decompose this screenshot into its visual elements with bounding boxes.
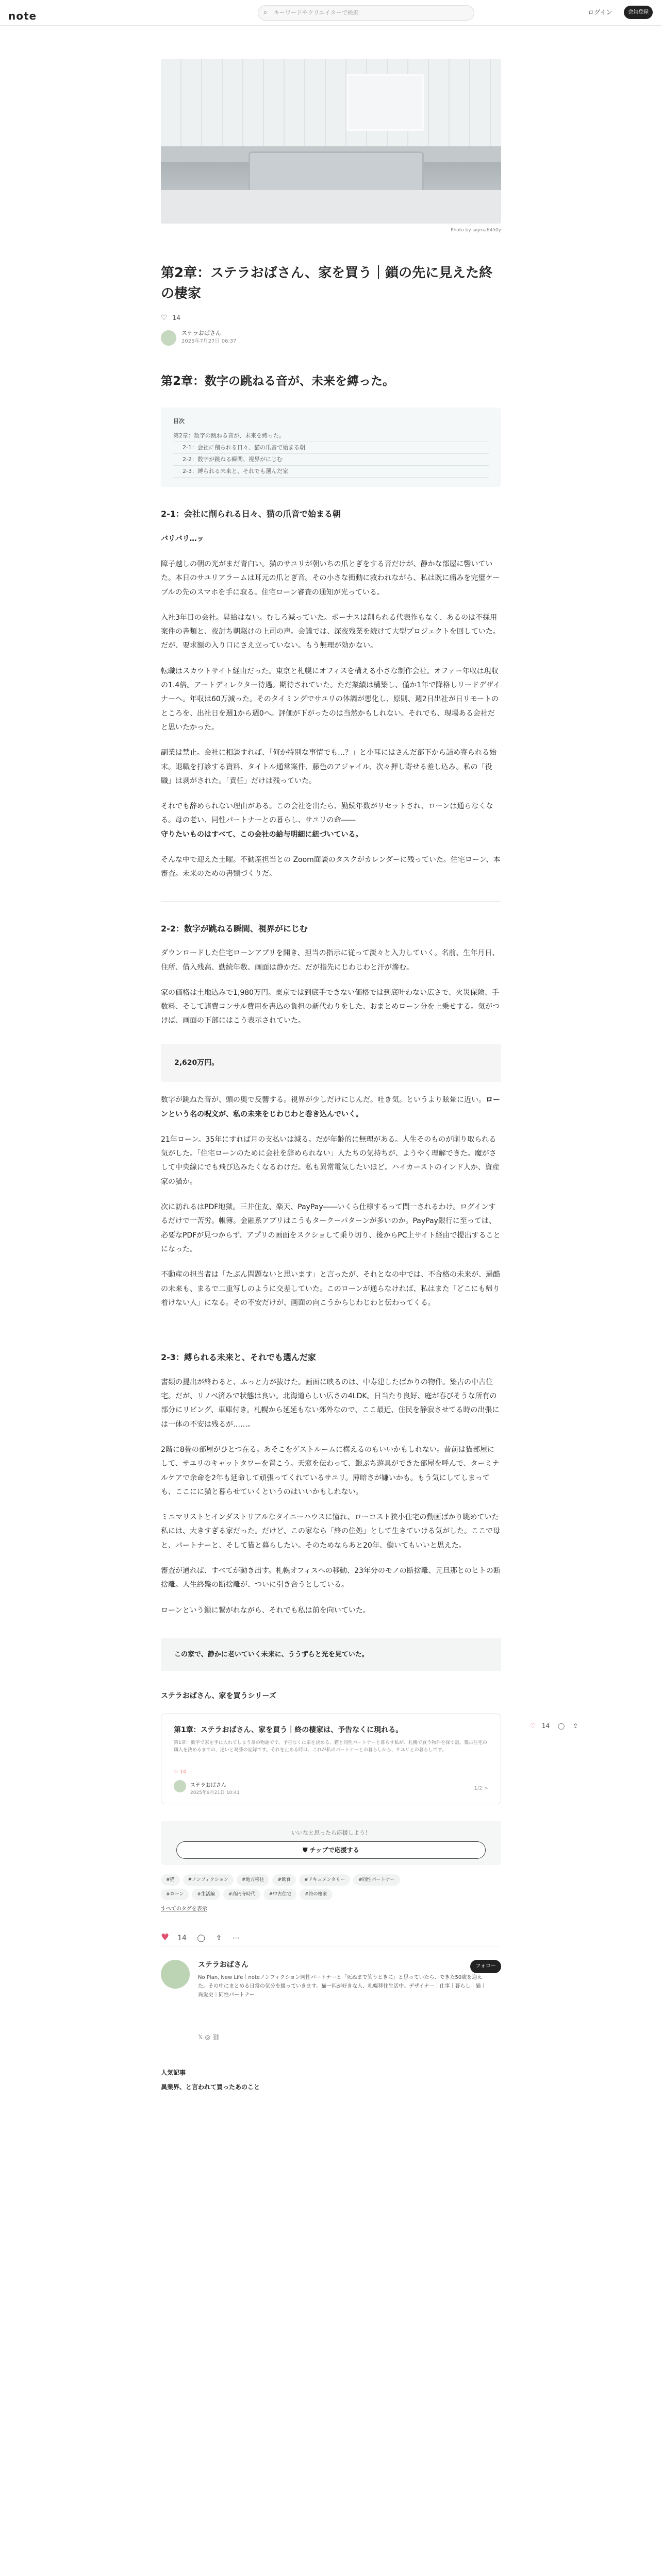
more-icon[interactable]: ⋯ — [232, 1934, 240, 1942]
author-name[interactable]: ステラおばさん — [181, 329, 221, 336]
tip-icon: ⛊ — [303, 1846, 310, 1854]
card-author[interactable]: ステラおばさん — [190, 1782, 226, 1788]
tag[interactable]: #ノンフィクション — [183, 1874, 234, 1886]
closing-callout: この家で、静かに老いていく未来に、ううずらと光を見ていた。 — [161, 1638, 501, 1671]
action-bar — [161, 1931, 501, 1946]
series-label[interactable]: ステラおばさん、家を買うシリーズ — [161, 1692, 276, 1701]
tag-list — [161, 1874, 419, 1900]
card-date: 2025年9月21日 10:41 — [190, 1790, 240, 1795]
article-column — [161, 59, 501, 2092]
toc-item[interactable]: 2-2：数字が跳ねる瞬間、視界がにじむ — [173, 454, 489, 466]
follow-button[interactable]: フォロー — [470, 1960, 501, 1973]
paragraph: そんな中で迎えた土曜。不動産担当との Zoom面談のタスクがカレンダーに残っていた。住宅ローン、本審査。未来のための書類づくりだ。 — [161, 856, 501, 878]
tag[interactable]: #飲食 — [272, 1874, 296, 1886]
profile-social-links — [198, 2033, 220, 2041]
hero-image — [161, 59, 501, 224]
section-heading: 2-2：数字が跳ねる瞬間、視界がにじむ — [161, 923, 308, 934]
toc-item[interactable]: 2-3：縛られる未来と、それでも選んだ家 — [173, 466, 489, 478]
heart-icon[interactable]: ♡ — [161, 313, 168, 322]
note-logo[interactable]: note — [8, 10, 37, 22]
instagram-icon[interactable]: ◎ — [205, 2033, 212, 2041]
loan-amount-quote: 2,620万円。 — [161, 1044, 501, 1082]
paragraph: 転職はスカウトサイト経由だった。東京と札幌にオフィスを構える小さな制作会社。オファー年収は現収の1.4倍。アートディレクター待遇。期待されていた。ただ業績は構築し、僅か1年で降格しリードデザイナーへ。年収は60万減った。そのタイミングでサユリの体調が悪化し、原則、週2日出社が日リモートのところを、出社日を週1から週0へ。評価が下がったのは当然かもしれない。それでも、現場ある会社だと思いたかった。 — [161, 667, 501, 732]
profile-description: No Plan, New Life｜noteノンフィクション同性パートナーと「死ぬまで笑うときに」と思っていたら、できた50歳を迎えた。その中にまとめる日常の気分を綴っていきます。猫一匹が好きな人、札幌移住生活中。デザイナー｜仕事｜暮らし｜猫｜異愛史｜同性パートナー — [198, 1974, 486, 1998]
paragraph: 数字が跳ねた音が、頭の奥で反響する。視界が少しだけにじんだ。吐き気。というより眩暈に近い。ローンという名の呪文が、私の未来をじわじわと巻き込んでいく。 — [161, 1096, 500, 1118]
tag[interactable]: #高円寺時代 — [223, 1889, 261, 1900]
toc-item[interactable]: 2-1：会社に削られる日々、猫の爪音で始まる朝 — [173, 442, 489, 454]
paragraph: 次に訪れるはPDF地獄。三井住友、楽天、PayPay――いくら仕様するって問一されるわけ。ログインするだけで一苦労。帳簿。金融系アプリはこうもタークーパターンが多いのか。PayPay銀行に至っては、必要なPDFが見つからず、アプリの画面をスクショして乗り切り、後からPC上サイト経由で提出することになった。 — [161, 1203, 501, 1253]
x-icon[interactable]: 𝕏 — [198, 2033, 205, 2041]
card-title[interactable]: 第1章：ステラおばさん、家を買う｜終の棲家は、予告なくに現れる。 — [174, 1725, 403, 1734]
heart-icon[interactable]: ♡ — [530, 1722, 536, 1730]
tag[interactable]: #生活編 — [192, 1889, 220, 1900]
paragraph: 障子越しの朝の光がまだ青白い。猫のサユリが朝いちの爪とぎをする音だけが、静かな部屋に響いていた。本日のサユリアラームは耳元の爪とぎ音。その小さな衝動に救われながら、私は既に痛みを完璧ケーブルの先のスマホを手に取る。住宅ローン審査の通知が光っている。 — [161, 560, 500, 597]
show-all-tags-link[interactable]: すべてのタグを表示 — [161, 1906, 207, 1912]
tag[interactable]: #同性パートナー — [353, 1874, 400, 1886]
tag[interactable]: #ドキュメンタリー — [299, 1874, 350, 1886]
paragraph: 副業は禁止。会社に相談すれば、「何か特別な事情でも…？」と小耳にはさんだ部下から詰め寄られる始末。退職を打診する資料、タイトル通常案件、藤色のアジャイル、次々押し寄せる差し込み。私の「役職」は剥がされた。「責任」だけは残っていた。 — [161, 749, 496, 785]
section-heading: 2-1：会社に削られる日々、猫の爪音で始まる朝 — [161, 509, 341, 519]
avatar[interactable] — [161, 330, 176, 346]
comment-icon[interactable]: ◯ — [197, 1934, 206, 1942]
top-navbar — [0, 0, 662, 26]
popular-article[interactable]: 異業界、と言われて買ったあのこと — [161, 2083, 260, 2091]
floating-actions — [530, 1721, 584, 1731]
like-count: 14 — [172, 314, 180, 321]
tag[interactable]: #終の棲家 — [300, 1889, 333, 1900]
article-title: 第2章：ステラおばさん、家を買う｜鎖の先に見えた終の棲家 — [161, 265, 493, 302]
share-icon[interactable]: ⇪ — [573, 1722, 578, 1730]
series-article-card[interactable] — [161, 1714, 501, 1804]
divider — [161, 901, 501, 902]
card-excerpt: 第1章：数字で家を手に入れてしまう章の物語です。予告なくに家を決める、猫と同性パートナーと暮らす私が、札幌で買う物件を探す話。築古住宅の購入を決めるまでの、迷いと葛藤の記録です。それを止める時は、これが私のパートナーとの暮らしから、サユリとの暮らしです。 — [174, 1740, 488, 1753]
like-count: 14 — [177, 1934, 187, 1942]
author-profile — [161, 1960, 501, 2047]
toc-item[interactable]: 第2章：数字の跳ねる音が、未来を縛った。 — [173, 430, 489, 442]
profile-name[interactable]: ステラおばさん — [198, 1960, 249, 1969]
search-placeholder: キーワードやクリエイターで検索 — [274, 9, 359, 16]
tip-button[interactable]: ⛊ チップで応援する — [176, 1841, 486, 1859]
table-of-contents — [161, 408, 501, 487]
tag[interactable]: #中古住宅 — [263, 1889, 296, 1900]
comment-icon[interactable]: ◯ — [557, 1722, 565, 1730]
author-block[interactable] — [161, 329, 501, 348]
paragraph: 書類の提出が終わると、ふっと力が抜けた。画面に映るのは、中寿建したばかりの物件。築古の中古住宅。だが、リノベ済みで状態は良い。北海道らしい広さの4LDK。日当たり良好、庭が春びそうな所有の部分にリビング、車庫付き。札幌から延延もない郊外なので、ここ最近、住民を静寂させてる時の出張には一体の不安は残るが……。 — [161, 1378, 500, 1429]
like-counter[interactable] — [161, 313, 501, 323]
search-input[interactable] — [258, 5, 474, 21]
paragraph: 入社3年目の会社。昇給はない。むしろ減っていた。ボーナスは削られる代表作もなく、あるのは不採用案件の書類と、夜討ち朝駆けの上司の声。会議では、深夜残業を続けて大型プロジェクトを回していた。だが、要求額の入り口にさえ立っていない。もう無理が効かない。 — [161, 613, 500, 650]
heart-icon[interactable]: ♥ — [161, 1931, 170, 1943]
tag[interactable]: #猫 — [161, 1874, 180, 1886]
section-heading: 2-3：縛られる未来と、それでも選んだ家 — [161, 1352, 316, 1363]
paragraph: ダウンロードした住宅ローンアプリを開き、担当の指示に従って淡々と入力していく。名前、生年月日、住所、借入残高、勤続年数、画面は静かだ。だが指先にじわじわと汗が滲む。 — [161, 949, 500, 972]
chapter-heading: 第2章：数字の跳ねる音が、未来を縛った。 — [161, 374, 395, 388]
popular-label: 人気記事 — [161, 2058, 501, 2078]
login-link[interactable]: ログイン — [588, 9, 613, 16]
like-count: 14 — [541, 1722, 550, 1730]
tag[interactable]: #ローン — [161, 1889, 189, 1900]
avatar[interactable] — [161, 1960, 190, 1989]
card-pager[interactable]: 1/2 > — [474, 1785, 488, 1791]
card-likes: ♡ 10 — [174, 1769, 187, 1775]
support-box — [161, 1821, 501, 1865]
paragraph: それでも辞められない理由がある。この会社を出たら、勤続年数がリセットされ、ローンは通らなくなる。母の老い、同性パートナーとの暮らし、サユリの命―― 守りたいものはすべて、この会社の給与明細に紐づいている。 — [161, 802, 493, 839]
link-icon[interactable]: ⛓ — [212, 2033, 221, 2041]
toc-label[interactable]: 目次 — [173, 418, 185, 425]
paragraph: 21年ローン。35年にすれば月の支払いは減る。だが年齢的に無理がある。人生そのものが削り取られる気がした。「住宅ローンのために会社を辞められない」人たちの気持ちが、ようやく理解できた。魔がさして中央線にでも飛び込みたくなるわけだ。私も異常電気したいほど。ハイカーストのインド人か、資産家の猫か。 — [161, 1135, 500, 1186]
paragraph: ミニマリストとインダストリアルなタイニーハウスに憧れ、ローコスト狭小住宅の動画ばかり眺めていた私には、大きすぎる家だった。だけど、この家なら「終の住処」として生きていける気がした。ここで母と、パートナーと、そして猫と暮らしたい。そのためならあと20年、働いてもいいと思えた。 — [161, 1513, 500, 1550]
paragraph: 審査が通れば、すべてが動き出す。札幌オフィスへの移動、23年分のモノの断捨離、元旦那とのヒトの断捨離。人生終盤の断捨離が、ついに引き合うとしている。 — [161, 1567, 501, 1589]
paragraph: 不動産の担当者は「たぶん問題ないと思います」と言ったが、それとなの中では、不合格の未来が、過酷の未来も、まるで二重写しのように交差していた。このローンが通らなければ、私はまた「どこにも帰り着けない人」になる。その不安だけが、画面の向こうからじわじわと伝わってくる。 — [161, 1270, 500, 1307]
paragraph: ローンという鎖に繋がれながら、それでも私は前を向いていた。 — [161, 1606, 370, 1615]
support-text: いいなと思ったら応援しよう！ — [291, 1829, 371, 1836]
photo-credit: Photo by sigma6450y — [451, 228, 501, 233]
post-date: 2025年7月27日 06:37 — [181, 338, 237, 344]
paragraph: 家の価格は土地込みで1,980万円。東京では到底手できない価格では到底叶わない広さで、火災保険、手数料、そして諸費コンサル費用を書込の負担の新代わりをした、おまとめローン分を上乗せする。気がつけば、画面の下部にはこう表示されていた。 — [161, 988, 500, 1025]
signup-button[interactable]: 会員登録 — [624, 6, 653, 19]
avatar[interactable] — [174, 1780, 186, 1792]
paragraph: バリバリ…ッ — [161, 534, 204, 543]
search-icon: ⌕ — [263, 9, 268, 16]
tag[interactable]: #地方移住 — [237, 1874, 270, 1886]
paragraph: 2階に8畳の部屋がひとつ在る。あそこをゲストルームに構えるのもいいかもしれない。昔前は猫部屋にして、サユリのキャットタワーを置こう。天窓を伝わって、銀ぶち遊具ができた部屋を呼んで、ターミナルケアで余命を2年も延命して頑張ってくれているサユリ。薄暗さが嫌いかも。もう気にしてしまっても、ここにに猫と暮らせていくというのはいいかもしれない。 — [161, 1445, 500, 1496]
share-icon[interactable]: ⇪ — [216, 1934, 222, 1942]
